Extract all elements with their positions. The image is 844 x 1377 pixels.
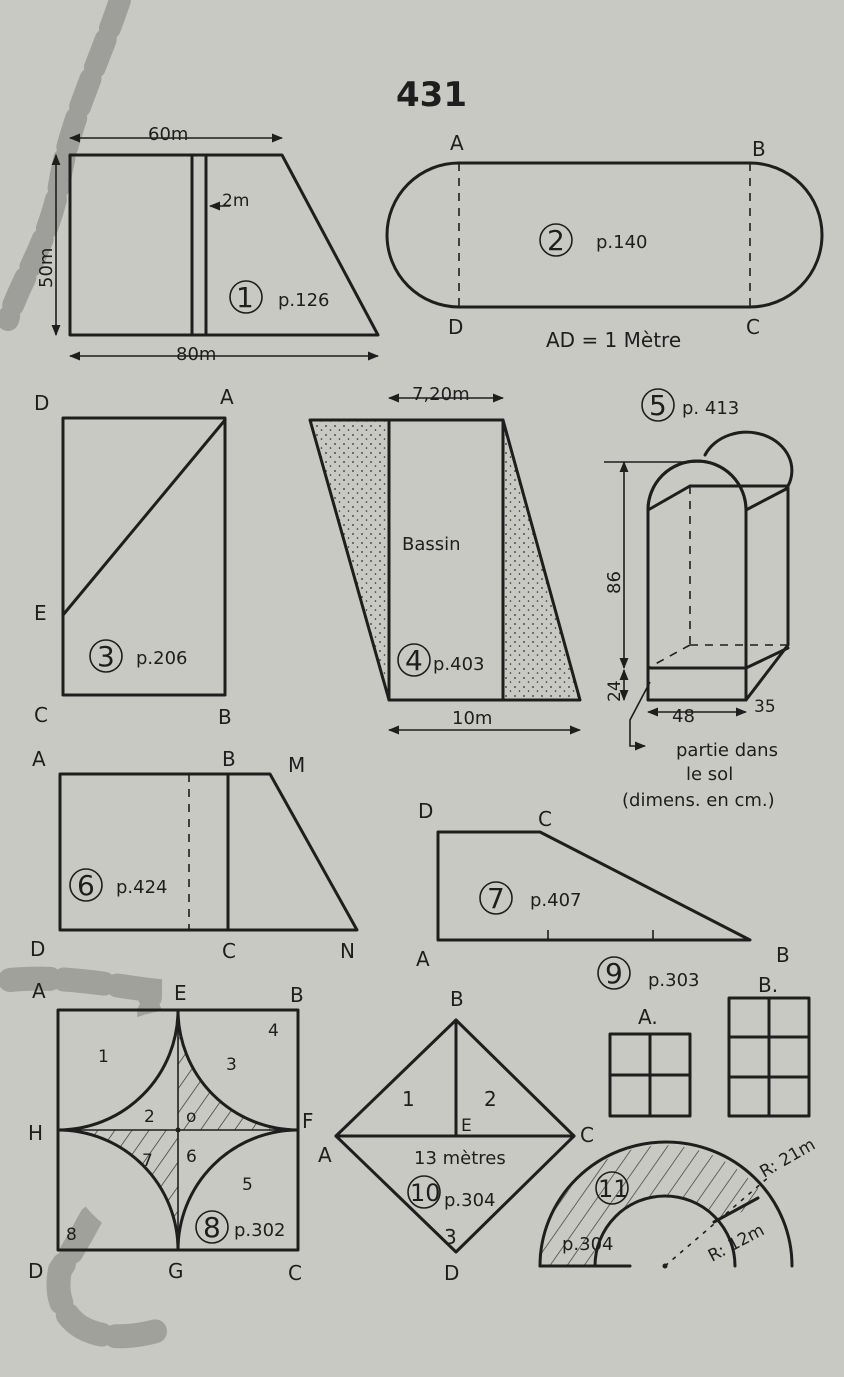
fig6-label-C: C <box>222 939 236 963</box>
fig1-outline <box>70 155 378 335</box>
fig7-label-A: A <box>416 947 430 971</box>
fig4-dim-top: 7,20m <box>412 384 470 405</box>
figure-1-trapezoid-field <box>36 124 378 365</box>
fig3-label-B: B <box>218 705 232 729</box>
fig3-ref: p.206 <box>136 648 188 669</box>
fig10-measure: 13 mètres <box>414 1148 506 1169</box>
fig4-dim-bottom: 10m <box>452 708 493 729</box>
fig2-number: 2 <box>547 224 565 257</box>
fig2-label-B: B <box>752 137 766 161</box>
fig7-number: 7 <box>487 882 505 915</box>
fig4-label-bassin: Bassin <box>402 534 461 555</box>
fig8-label-G: G <box>168 1259 184 1283</box>
fig5-dim-height: 86 <box>604 571 625 594</box>
fig7-label-D: D <box>418 799 434 823</box>
fig1-dim-left: 50m <box>36 247 57 288</box>
fig5-dim-depth: 35 <box>754 697 776 717</box>
fig5-number: 5 <box>649 389 667 422</box>
fig8-region-5: 5 <box>242 1175 253 1195</box>
fig10-region-2: 2 <box>484 1087 497 1111</box>
fig8-label-C: C <box>288 1261 302 1285</box>
fig4-ref: p.403 <box>433 654 485 675</box>
fig10-ref: p.304 <box>444 1190 496 1211</box>
fig1-dim-bottom: 80m <box>176 344 217 365</box>
fig2-label-D: D <box>448 315 464 339</box>
fig10-region-3: 3 <box>444 1225 457 1249</box>
fig3-number: 3 <box>97 640 115 673</box>
fig6-label-A: A <box>32 747 46 771</box>
fig8-region-8: 8 <box>66 1225 77 1245</box>
fig2-label-A: A <box>450 131 464 155</box>
fig9-label-A: A. <box>638 1005 658 1029</box>
fig8-label-F: F <box>302 1109 314 1133</box>
fig9-number: 9 <box>605 957 623 990</box>
fig1-number: 1 <box>236 281 254 314</box>
fig10-label-A: A <box>318 1143 332 1167</box>
fig8-region-3: 3 <box>226 1055 237 1075</box>
fig5-ref: p. 413 <box>682 398 740 419</box>
fig8-label-D: D <box>28 1259 44 1283</box>
fig6-label-B: B <box>222 747 236 771</box>
figure-4-basin <box>310 384 580 730</box>
figure-2-stadium <box>387 131 822 352</box>
fig10-label-C: C <box>580 1123 594 1147</box>
figure-9-windows <box>598 957 809 1116</box>
fig8-number: 8 <box>203 1211 221 1244</box>
fig6-label-D: D <box>30 937 46 961</box>
fig10-label-B: B <box>450 987 464 1011</box>
fig6-label-N: N <box>340 939 355 963</box>
fig5-dim-width: 48 <box>672 706 695 727</box>
fig8-label-B: B <box>290 983 304 1007</box>
fig8-ref: p.302 <box>234 1220 286 1241</box>
figure-3-rectangle <box>34 385 234 729</box>
figure-8-square-arcs <box>28 979 314 1285</box>
fig5-dim-base: 24 <box>605 680 625 702</box>
fig8-region-2: 2 <box>144 1107 155 1127</box>
fig2-label-C: C <box>746 315 760 339</box>
fig3-label-E: E <box>34 601 47 625</box>
fig5-note-3: (dimens. en cm.) <box>622 790 775 811</box>
fig10-label-D: D <box>444 1261 460 1285</box>
fig1-dim-strip: 2m <box>222 191 250 211</box>
fig8-region-1: 1 <box>98 1047 109 1067</box>
fig11-r-inner: R: 12m <box>704 1220 768 1267</box>
fig9-ref: p.303 <box>648 970 700 991</box>
fig8-label-H: H <box>28 1121 44 1145</box>
fig7-label-B: B <box>776 943 790 967</box>
figure-5-post <box>604 389 792 811</box>
fig4-number: 4 <box>405 644 423 677</box>
fig7-label-C: C <box>538 807 552 831</box>
fig7-ref: p.407 <box>530 890 582 911</box>
fig9-label-B: B. <box>758 973 779 997</box>
fig1-dim-top: 60m <box>148 124 189 145</box>
fig6-ref: p.424 <box>116 877 168 898</box>
fig8-region-6: 6 <box>186 1147 197 1167</box>
figure-6-trapezoid <box>30 747 357 963</box>
fig11-ref: p.304 <box>562 1234 614 1255</box>
fig8-region-center: o <box>186 1107 197 1127</box>
fig11-r-outer: R: 21m <box>756 1134 820 1183</box>
fig8-label-E: E <box>174 981 187 1005</box>
fig6-number: 6 <box>77 869 95 902</box>
fig10-label-E: E <box>461 1116 472 1136</box>
fig5-front-face <box>648 461 746 700</box>
fig1-ref: p.126 <box>278 290 330 311</box>
fig5-note-1: partie dans <box>676 740 778 761</box>
fig2-ref: p.140 <box>596 232 648 253</box>
fig8-region-4: 4 <box>268 1021 279 1041</box>
fig8-region-7: 7 <box>142 1151 153 1171</box>
fig11-number: 11 <box>598 1175 629 1203</box>
fig6-label-M: M <box>288 753 306 777</box>
fig6-outline <box>60 774 357 930</box>
fig10-number: 10 <box>410 1179 441 1207</box>
fig3-label-C: C <box>34 703 48 727</box>
fig5-note-2: le sol <box>686 764 734 785</box>
page-number: 431 <box>396 75 467 115</box>
fig2-caption: AD = 1 Mètre <box>546 328 682 352</box>
fig10-region-1: 1 <box>402 1087 415 1111</box>
figure-11-half-ring <box>540 1135 819 1269</box>
fig3-label-D: D <box>34 391 50 415</box>
fig8-label-A: A <box>32 979 46 1003</box>
fig3-label-A: A <box>220 385 234 409</box>
figure-7-trapezoid <box>416 799 790 971</box>
